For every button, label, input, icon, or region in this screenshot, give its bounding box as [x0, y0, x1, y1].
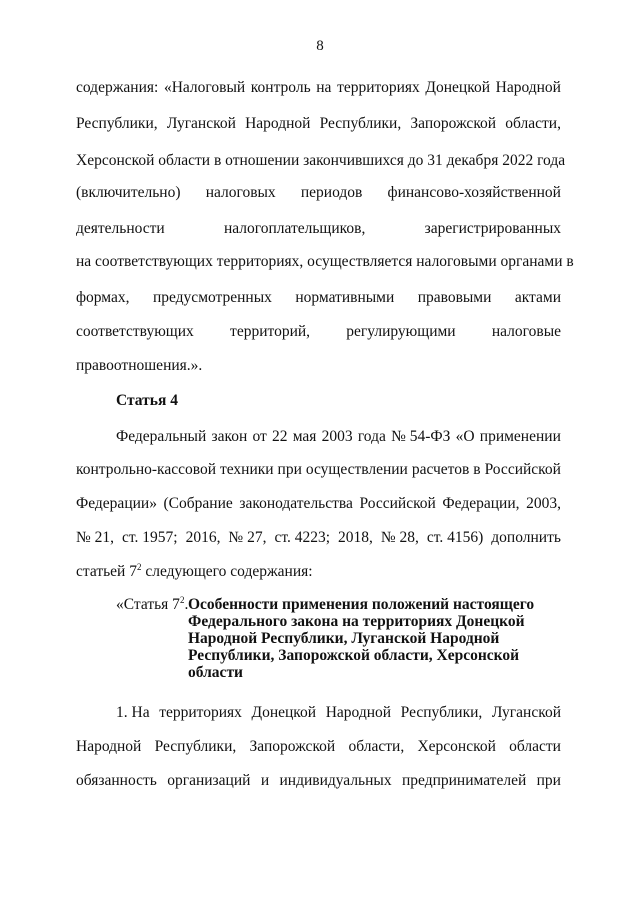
word: «О: [455, 428, 475, 445]
word: Российской: [484, 461, 561, 478]
paragraph-2-line-5-text: статьей 7: [76, 563, 137, 580]
word: регулирующими: [346, 323, 456, 340]
paragraph-2-line-2: [76, 460, 561, 480]
word: Российской: [359, 495, 436, 512]
word: ст. 4223;: [274, 529, 330, 546]
word: области,: [505, 115, 561, 132]
word: территорий,: [230, 323, 311, 340]
word: № 27,: [228, 529, 267, 546]
paragraph-2-line-4: [76, 528, 561, 548]
word: в: [473, 461, 481, 478]
paragraph-3-line-3: [76, 771, 561, 791]
word: «Налоговый: [163, 79, 246, 96]
word: индивидуальных: [279, 772, 392, 789]
word: 22: [272, 428, 288, 445]
word: ст. 1957;: [122, 529, 178, 546]
inserted-article-prefix-dot: .: [184, 596, 189, 613]
word: 2003,: [526, 495, 561, 512]
word: (включительно): [76, 184, 181, 201]
word: при: [277, 461, 302, 478]
word: контроль: [250, 79, 311, 96]
word: предпринимателей: [401, 772, 527, 789]
word: области,: [348, 738, 405, 755]
inserted-article-prefix-text: «Статья 7: [116, 596, 180, 613]
paragraph-1-line-6: на соответствующих территориях, осуществляется налоговыми органами в: [76, 253, 574, 270]
paragraph-1-line-7: [76, 288, 561, 308]
paragraph-1-line-1: [76, 78, 561, 98]
word: налогоплательщиков,: [223, 220, 366, 237]
word: деятельности: [76, 220, 165, 237]
word: формах,: [76, 289, 130, 306]
word: и: [260, 772, 270, 789]
word: области: [509, 738, 561, 755]
word: от: [252, 428, 267, 445]
word: Херсонской: [417, 738, 496, 755]
inserted-article-title: Особенности применения положений настоящего Федерального закона на территориях Донецкой Народной Республики, Луганской Народной Республики, Запорожской области, Херсонской области: [188, 596, 535, 681]
word: мая: [292, 428, 317, 445]
word: Народной: [495, 79, 561, 96]
paragraph-2-line-1: [116, 427, 561, 447]
word: года: [357, 428, 386, 445]
word: территориях: [159, 704, 242, 721]
word: 2018,: [337, 529, 373, 546]
word: Республики,: [319, 115, 402, 132]
paragraph-1-line-5: [76, 219, 561, 239]
word: Луганской: [491, 704, 561, 721]
word: Республики,: [154, 738, 237, 755]
word: контрольно-кассовой: [76, 461, 216, 478]
word: (Собрание: [163, 495, 233, 512]
word: нормативными: [295, 289, 395, 306]
paragraph-1-line-9: правоотношения.».: [76, 357, 203, 374]
paragraph-1-line-2: [76, 114, 561, 134]
word: на: [316, 79, 332, 96]
word: предусмотренных: [152, 289, 272, 306]
word: финансово-хозяйственной: [387, 184, 561, 201]
paragraph-2-line-5-tail: следующего содержания:: [141, 563, 313, 580]
word: Донецкой: [425, 79, 490, 96]
word: Федерации»: [76, 495, 157, 512]
word: Народной: [245, 115, 311, 132]
article-heading: Статья 4: [116, 392, 178, 409]
word: 2003: [321, 428, 353, 445]
word: дополнить: [491, 529, 561, 546]
word: осуществлении: [305, 461, 408, 478]
word: законодательства: [239, 495, 353, 512]
word: расчетов: [411, 461, 470, 478]
word: Запорожской: [249, 738, 336, 755]
word: № 54-ФЗ: [391, 428, 451, 445]
word: 1. На: [116, 704, 150, 721]
word: Федерации,: [442, 495, 520, 512]
word: зарегистрированных: [424, 220, 561, 237]
word: организаций: [167, 772, 251, 789]
paragraph-3-line-1: [116, 703, 561, 723]
word: Народной: [76, 738, 142, 755]
word: актами: [514, 289, 561, 306]
word: налоговых: [205, 184, 276, 201]
inserted-article-prefix: [116, 596, 188, 613]
word: Федеральный: [116, 428, 207, 445]
word: территориях: [337, 79, 420, 96]
word: № 28,: [380, 529, 419, 546]
paragraph-1-line-3: Херсонской области в отношении закончившихся до 31 декабря 2022 года: [76, 152, 566, 169]
word: Народной: [325, 704, 392, 721]
paragraph-2-line-5: [76, 562, 561, 582]
word: техники: [219, 461, 274, 478]
word: при: [536, 772, 561, 789]
word: Луганской: [166, 115, 236, 132]
word: закон: [211, 428, 248, 445]
word: Республики,: [400, 704, 483, 721]
word: 2016,: [185, 529, 221, 546]
paragraph-3-line-2: [76, 737, 561, 757]
superscript: 2: [136, 562, 142, 572]
word: соответствующих: [76, 323, 194, 340]
word: ст. 4156): [426, 529, 484, 546]
word: Донецкой: [251, 704, 317, 721]
superscript: 2: [179, 595, 185, 605]
page-number: 8: [316, 38, 324, 54]
word: налоговые: [491, 323, 561, 340]
word: Республики,: [76, 115, 158, 132]
word: применении: [479, 428, 561, 445]
paragraph-1-line-8: [76, 322, 561, 342]
word: периодов: [300, 184, 363, 201]
word: содержания:: [76, 79, 159, 96]
word: обязанность: [76, 772, 157, 789]
paragraph-1-line-4: [76, 183, 561, 203]
word: Запорожской: [410, 115, 497, 132]
paragraph-2-line-3: [76, 494, 561, 514]
word: правовыми: [417, 289, 492, 306]
word: № 21,: [76, 529, 115, 546]
